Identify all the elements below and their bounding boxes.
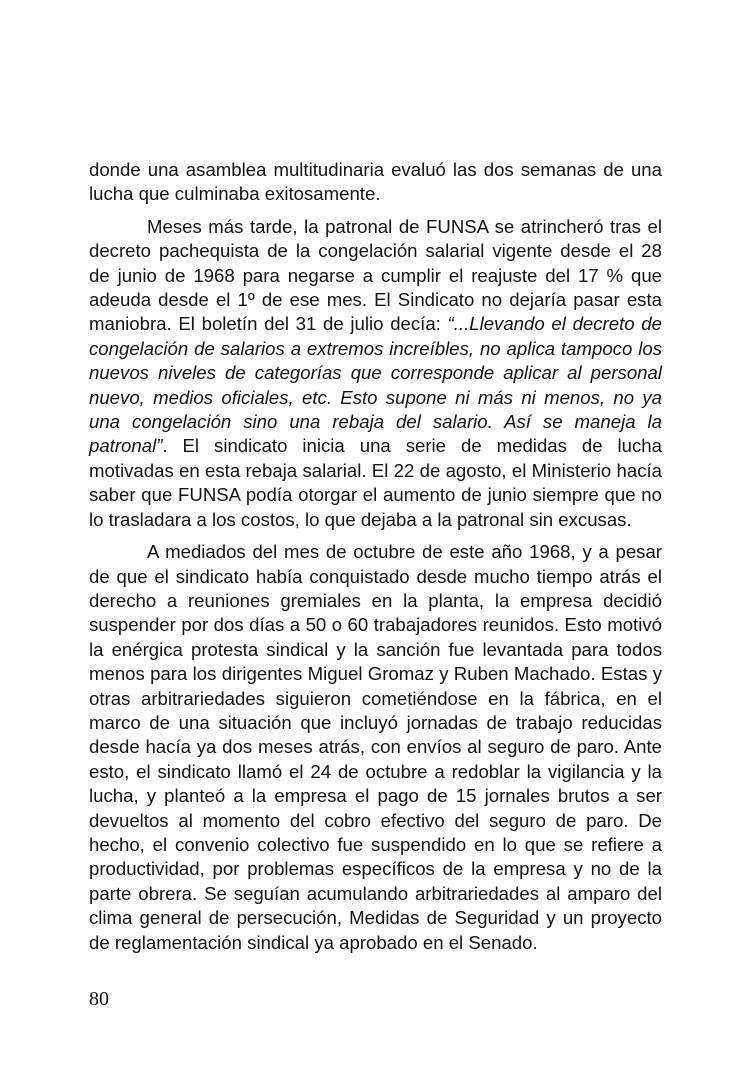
paragraph-1: [89, 158, 662, 207]
paragraph-3-text: A mediados del mes de octubre de este año 1968, y a pesar de que el sindicato había conquistado desde mucho tiempo atrás el derecho a reuniones gremiales en la planta, la empresa decidió suspender por dos días a 50 o 60 trabajadores reunidos. Esto motivó la enérgica protesta sindical y la sanción fue levantada para todos menos para los dirigentes Miguel Gromaz y Ruben Machado. Estas y otras arbitrariedades siguieron cometiéndose en la fábrica, en el marco de una situación que incluyó jornadas de trabajo reducidas desde hacía ya dos meses atrás, con envíos al seguro de paro. Ante esto, el sindicato llamó el 24 de octubre a redoblar la vigilancia y la lucha, y planteó a la empresa el pago de 15 jornales brutos a ser devueltos al momento del cobro efectivo del seguro de paro. De hecho, el convenio colectivo fue suspendido en lo que se refiere a productividad, por problemas específicos de la empresa y no de la parte obrera. Se seguían acumulando arbitrariedades al amparo del clima general de persecución, Medidas de Seguridad y un proyecto de reglamentación sindical ya aprobado en el Senado.: [89, 541, 662, 953]
bulletin-quote: “...Llevando el decreto de congelación de salarios a extremos increíbles, no aplica tampoco los nuevos niveles de categorías que corresponde aplicar al personal nuevo, medios oficiales, etc. Esto supone ni más ni menos, no ya una congelación sino una rebaja del salario. Así se maneja la patronal”: [89, 313, 662, 457]
paragraph-2-rest: . El sindicato inicia una serie de medidas de lucha motivadas en esta rebaja salarial. El 22 de agosto, el Ministerio hacía saber que FUNSA podía otorgar el aumento de junio siempre que no lo trasladara a los costos, lo que dejaba a la patronal sin excusas.: [89, 435, 662, 530]
paragraph-3: [89, 540, 662, 955]
page-number: 80: [89, 988, 109, 1010]
paragraph-2-intro: Meses más tarde, la patronal de FUNSA se atrincheró tras el decreto pachequista de la congelación salarial vigente desde el 28 de junio de 1968 para negarse a cumplir el reajuste del 17 % que adeuda desde el 1º de ese mes. El Sindicato no dejaría pasar esta maniobra. El boletín del 31 de julio decía:: [89, 215, 662, 335]
paragraph-1-text: donde una asamblea multitudinaria evaluó las dos semanas de una lucha que culminaba exitosamente.: [89, 159, 662, 205]
page-body: [89, 158, 662, 955]
paragraph-2: [89, 215, 662, 532]
